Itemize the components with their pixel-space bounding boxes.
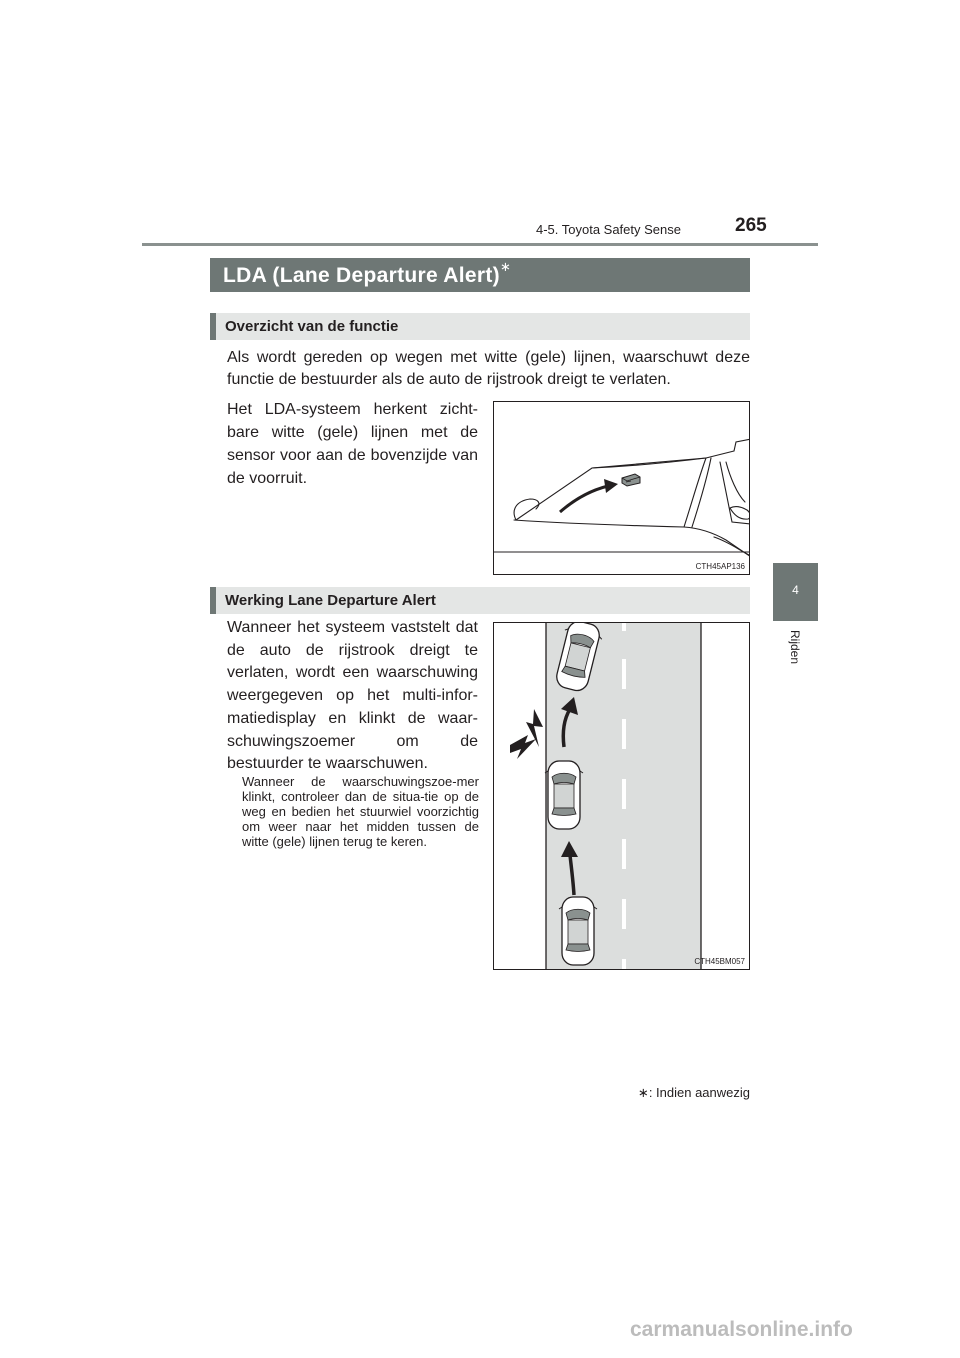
chapter-tab-label: Rijden	[788, 630, 802, 665]
title-asterisk: ∗	[499, 259, 512, 274]
heading-marker	[210, 587, 216, 614]
figure-code: CTH45AP136	[695, 562, 745, 571]
page-title	[210, 258, 750, 292]
buzzer-warning-icon	[510, 709, 543, 759]
warning-note: Wanneer de waarschuwingszoe-mer klinkt, controleer dan de situa-tie op de weg en bedien het stuurwiel voorzichtig om weer naar het midden tussen de witte (gele) lijnen terug te keren.	[242, 774, 479, 849]
car-icon	[559, 897, 597, 965]
section-heading-text: Overzicht van de functie	[225, 318, 399, 335]
car-icon	[545, 761, 583, 829]
page-number: 265	[735, 215, 767, 236]
page-title-text: LDA (Lane Departure Alert)	[223, 264, 500, 287]
header-rule	[142, 243, 818, 246]
heading-marker	[210, 313, 216, 340]
footnote	[0, 1085, 750, 1101]
sensor-paragraph: Het LDA-systeem herkent zicht-bare witte (gele) lijnen met de sensor voor aan de bovenzijde van de voorruit.	[227, 401, 478, 487]
lane-departure-figure	[493, 622, 750, 970]
windshield-sensor-illustration	[494, 402, 750, 575]
section-heading-operation	[210, 587, 750, 614]
figure-code: CTH45BM057	[694, 957, 745, 966]
intro-paragraph: Als wordt gereden op wegen met witte (gele) lijnen, waarschuwt deze functie de bestuurder als de auto de rijstrook dreigt te verlaten.	[227, 349, 750, 388]
section-heading-text: Werking Lane Departure Alert	[225, 592, 436, 609]
lane-sensor-icon	[622, 474, 640, 486]
watermark: carmanualsonline.info	[630, 1318, 853, 1341]
footnote-text: : Indien aanwezig	[648, 1085, 750, 1100]
operation-paragraph: Wanneer het systeem vaststelt dat de auto de rijstrook dreigt te verlaten, wordt een waarschuwing weergegeven op het multi-infor-matiedisplay en klinkt de waar-schuwingszoemer om de bestuurder te waarschuwen.	[227, 619, 478, 773]
chapter-tab[interactable]: 4	[773, 563, 818, 621]
footnote-asterisk: ∗	[637, 1085, 649, 1100]
section-heading-overview	[210, 313, 750, 340]
section-breadcrumb: 4-5. Toyota Safety Sense	[535, 222, 681, 237]
windshield-sensor-figure	[493, 401, 750, 575]
lane-departure-illustration	[494, 623, 750, 970]
